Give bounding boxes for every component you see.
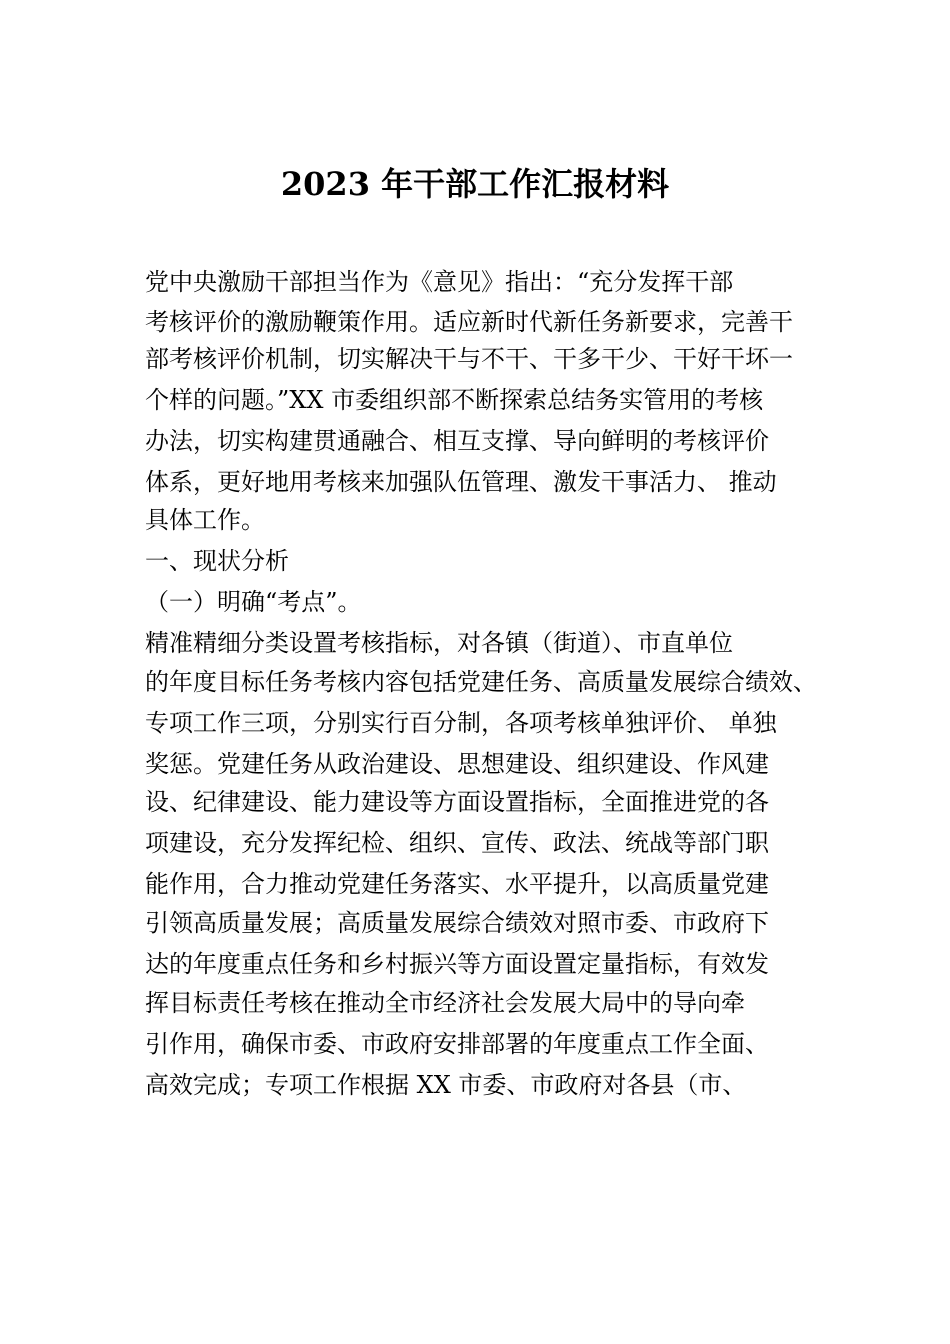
paragraph-line: 引领高质量发展；高质量发展综合绩效对照市委、市政府下 <box>145 909 769 937</box>
paragraph-line: 办法，切实构建贯通融合、相互支撑、导向鲜明的考核评价 <box>145 427 769 455</box>
paragraph-line: 奖惩。党建任务从政治建设、思想建设、组织建设、作风建 <box>145 750 769 778</box>
paragraph-line: 具体工作。 <box>145 506 265 534</box>
paragraph-line: 体系，更好地用考核来加强队伍管理、激发干事活力、 推动 <box>145 468 777 496</box>
document-title: 2023 年干部工作汇报材料 <box>280 165 670 203</box>
paragraph-line: 党中央激励干部担当作为《意见》指出：“充分发挥干部 <box>145 268 734 296</box>
paragraph-line: 的年度目标任务考核内容包括党建任务、高质量发展综合绩效、 <box>145 668 817 696</box>
paragraph-line: 设、纪律建设、能力建设等方面设置指标，全面推进党的各 <box>145 788 769 816</box>
paragraph-line: 个样的问题。”XX 市委组织部不断探索总结务实管用的考核 <box>145 386 764 414</box>
paragraph-line: 达的年度重点任务和乡村振兴等方面设置定量指标，有效发 <box>145 950 769 978</box>
paragraph-line: 能作用，合力推动党建任务落实、水平提升，以高质量党建 <box>145 870 769 898</box>
section-heading: 一、现状分析 <box>145 547 289 575</box>
paragraph-line: 考核评价的激励鞭策作用。适应新时代新任务新要求，完善干 <box>145 308 793 336</box>
paragraph-line: 精准精细分类设置考核指标，对各镇（街道）、市直单位 <box>145 629 733 657</box>
paragraph-line: 高效完成；专项工作根据 XX 市委、市政府对各县（市、 <box>145 1071 747 1099</box>
paragraph-line: 部考核评价机制，切实解决干与不干、干多干少、干好干坏一 <box>145 345 793 373</box>
paragraph-line: 专项工作三项，分别实行百分制，各项考核单独评价、 单独 <box>145 709 777 737</box>
paragraph-line: 项建设，充分发挥纪检、组织、宣传、政法、统战等部门职 <box>145 829 769 857</box>
paragraph-line: 引作用，确保市委、市政府安排部署的年度重点工作全面、 <box>145 1030 769 1058</box>
subsection-heading: （一）明确“考点”。 <box>145 588 362 616</box>
paragraph-line: 挥目标责任考核在推动全市经济社会发展大局中的导向牵 <box>145 989 745 1017</box>
